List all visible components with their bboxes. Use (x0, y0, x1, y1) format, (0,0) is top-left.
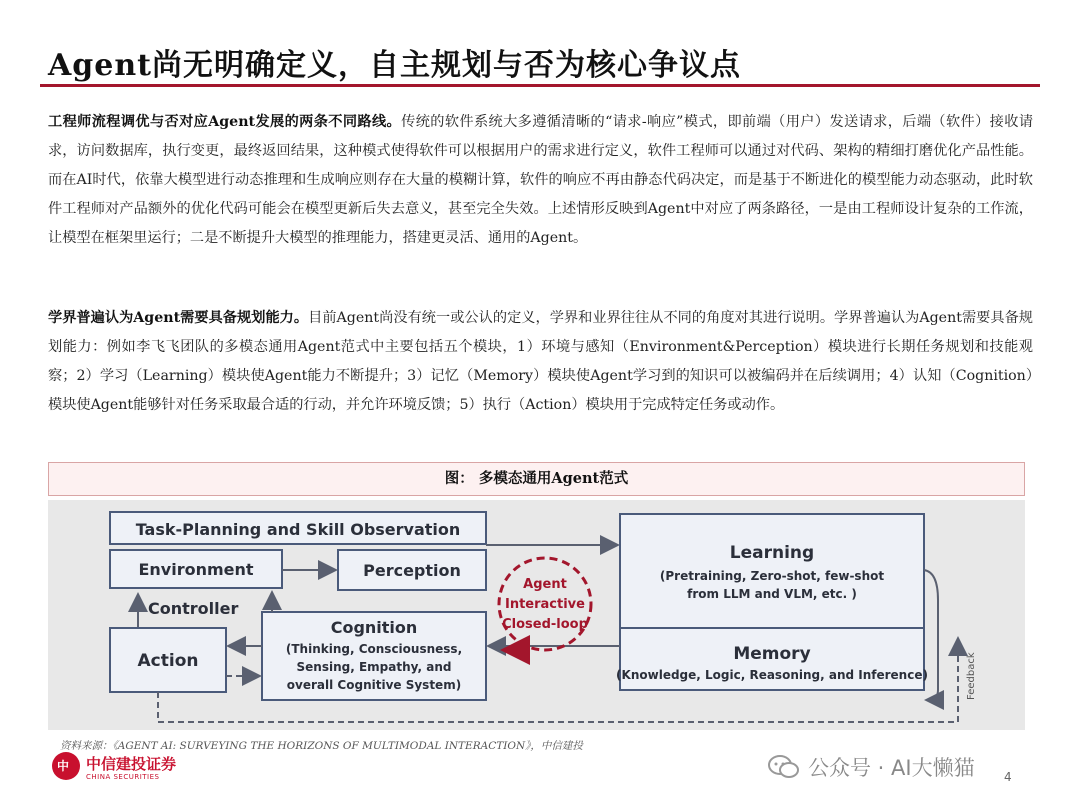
diagram-svg (48, 500, 1025, 730)
paragraph-planning-body: 目前Agent尚没有统一或公认的定义，学界和业界往往从不同的角度对其进行说明。学界普遍认为Agent需要具备规划能力：例如李飞飞团队的多模态通用Agent范式中主要包括五个模块，1）环境与感知（Environment&Perception）模块进行长期任务规划和技能观察；2）学习（Learning）模块使Agent能力不断提升；3）记忆（Memory）模块使Agent学习到的知识可以被编码并在后续调用；4）认知（Cognition）模块使Agent能够针对任务采取最合适的行动，并允许环境反馈；5）执行（Action）模块用于完成特定任务或动作。 (48, 310, 1033, 413)
watermark-text: 公众号 · AI大懒猫 (808, 756, 975, 780)
cognition-title: Cognition (330, 618, 418, 637)
logo-cn-text: 中信建投证券 (86, 755, 177, 773)
memory-title: Memory (733, 644, 811, 664)
paragraph-planning-lead: 学界普遍认为Agent需要具备规划能力。 (48, 310, 309, 326)
page-title: Agent尚无明确定义，自主规划与否为核心争议点 (48, 48, 742, 83)
memory-line1: (Knowledge, Logic, Reasoning, and Inference) (616, 668, 928, 682)
controller-label: Controller (148, 599, 239, 618)
page-number: 4 (1004, 770, 1012, 784)
logo-mark: 中 (52, 752, 80, 780)
cognition-line3: overall Cognitive System) (286, 678, 462, 692)
logo-en-text: CHINA SECURITIES (86, 773, 160, 781)
feedback-label: Feedback (966, 652, 977, 700)
loop-line3: Closed-loop (502, 617, 588, 632)
memory-feedback-curve (928, 690, 938, 700)
paragraph-routes-lead: 工程师流程调优与否对应Agent发展的两条不同路线。 (48, 114, 402, 130)
loop-line1: Agent (523, 577, 567, 592)
source-note: 资料来源：《AGENT AI: SURVEYING THE HORIZONS OF MULTIMODAL INTERACTION》，中信建投 (60, 740, 583, 752)
loop-line2: Interactive (505, 597, 585, 612)
paragraph-planning (48, 304, 1033, 420)
cognition-line2: Sensing, Empathy, and (296, 660, 452, 674)
figure-caption: 图： 多模态通用Agent范式 (48, 462, 1025, 496)
wechat-watermark (768, 752, 975, 782)
perception-label: Perception (363, 561, 461, 580)
agent-paradigm-diagram (48, 500, 1025, 730)
task-planning-label: Task-Planning and Skill Observation (135, 520, 461, 539)
environment-label: Environment (138, 560, 254, 579)
china-securities-logo (52, 752, 182, 786)
paragraph-routes-body: 传统的软件系统大多遵循清晰的“请求-响应”模式，即前端（用户）发送请求，后端（软件）接收请求，访问数据库，执行变更，最终返回结果，这种模式使得软件可以根据用户的需求进行定义，软件工程师可以通过对代码、架构的精细打磨优化产品性能。而在AI时代，依靠大模型进行动态推理和生成响应则存在大量的模糊计算，软件的响应不再由静态代码决定，而是基于不断进化的模型能力动态驱动，此时软件工程师对产品额外的优化代码可能会在模型更新后失去意义，甚至完全失效。上述情形反映到Agent中对应了两条路径，一是由工程师设计复杂的工作流，让模型在框架里运行；二是不断提升大模型的推理能力，搭建更灵活、通用的Agent。 (48, 114, 1034, 246)
action-label: Action (137, 651, 199, 671)
learning-line1: (Pretraining, Zero-shot, few-shot (659, 569, 885, 583)
title-divider (40, 84, 1040, 87)
learning-line2: from LLM and VLM, etc. ) (687, 587, 857, 601)
wechat-icon (768, 755, 800, 779)
learning-title: Learning (729, 543, 815, 563)
cognition-line1: (Thinking, Consciousness, (285, 642, 463, 656)
paragraph-routes (48, 108, 1033, 253)
